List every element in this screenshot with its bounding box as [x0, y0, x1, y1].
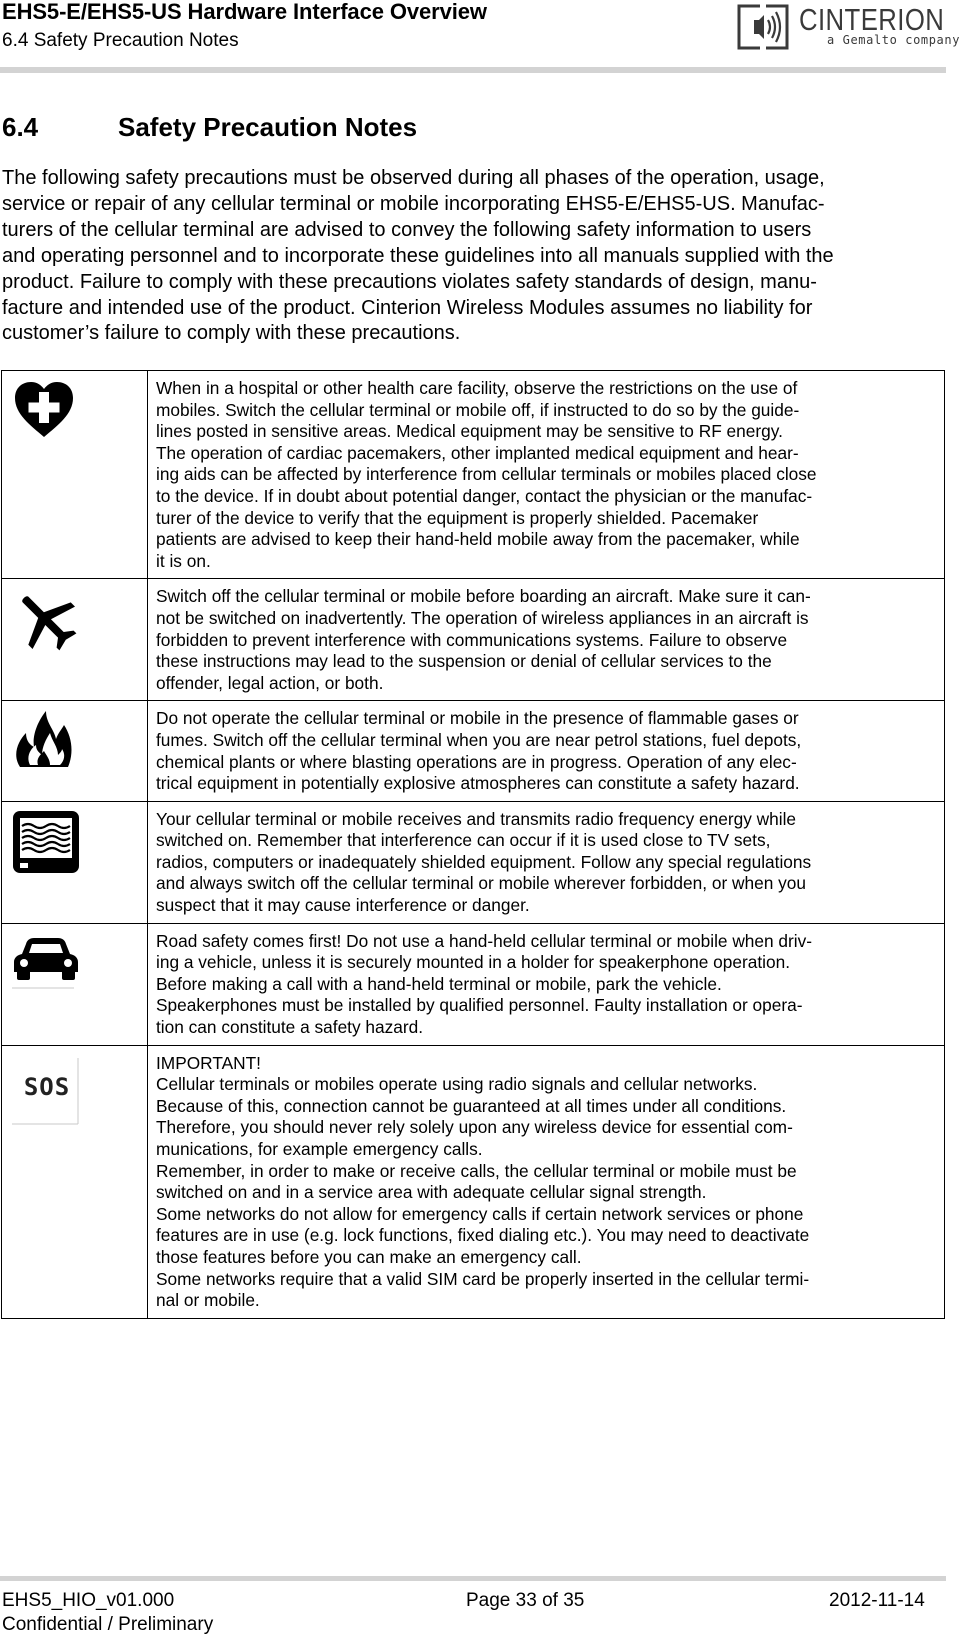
- precaution-line: switched on and in a service area with adequate cellular signal strength.: [156, 1182, 707, 1203]
- precaution-line: Cellular terminals or mobiles operate using radio signals and cellular networks.: [156, 1074, 758, 1095]
- intro-line: customer’s failure to comply with these precautions.: [2, 322, 461, 345]
- precaution-row-aircraft: [2, 579, 945, 701]
- precaution-line: lines posted in sensitive areas. Medical equipment may be sensitive to RF energy.: [156, 421, 783, 442]
- precaution-text: [148, 801, 945, 923]
- precaution-icon-cell: [2, 801, 148, 923]
- precaution-line: Therefore, you should never rely solely upon any wireless device for essential com-: [156, 1117, 793, 1138]
- precaution-row-radio-interference: [2, 801, 945, 923]
- precaution-line: features are in use (e.g. lock functions, fixed dialing etc.). You may need to deactivate: [156, 1225, 810, 1246]
- precaution-line: and always switch off the cellular terminal or mobile wherever forbidden, or when you: [156, 873, 806, 894]
- precaution-line: fumes. Switch off the cellular terminal when you are near petrol stations, fuel depots,: [156, 729, 802, 750]
- precaution-line: Before making a call with a hand-held terminal or mobile, park the vehicle.: [156, 973, 722, 994]
- precaution-icon-cell: [2, 923, 148, 1045]
- logo-tagline: a Gemalto company: [827, 33, 960, 47]
- document-title: EHS5-E/EHS5-US Hardware Interface Overview: [2, 0, 487, 24]
- sos-icon: [12, 1054, 82, 1126]
- precaution-icon-cell: [2, 579, 148, 701]
- precaution-line: Your cellular terminal or mobile receives and transmits radio frequency energy while: [156, 808, 797, 829]
- precaution-icon-cell: [2, 701, 148, 801]
- sos-icon-label: SOS: [23, 1072, 71, 1101]
- safety-precautions-table: [1, 370, 945, 1319]
- precaution-line: those features before you can make an emergency call.: [156, 1246, 582, 1267]
- precaution-row-medical: [2, 371, 945, 579]
- airplane-icon: [12, 587, 80, 653]
- cinterion-signal-logo-icon: [736, 3, 790, 51]
- precaution-line: The operation of cardiac pacemakers, other implanted medical equipment and hear-: [156, 442, 799, 463]
- intro-line: facture and intended use of the product. Cinterion Wireless Modules assumes no liability for: [2, 296, 813, 319]
- precaution-line: Road safety comes first! Do not use a hand-held cellular terminal or mobile when driv-: [156, 930, 813, 951]
- precaution-line: IMPORTANT!: [156, 1052, 261, 1073]
- intro-line: and operating personnel and to incorporate these guidelines into all manuals supplied with the: [2, 244, 834, 267]
- precaution-line: Because of this, connection cannot be guaranteed at all times under all conditions.: [156, 1095, 787, 1116]
- precaution-text: [148, 579, 945, 701]
- precaution-line: Speakerphones must be installed by qualified personnel. Faulty installation or opera-: [156, 995, 803, 1016]
- precaution-line: suspect that it may cause interference or danger.: [156, 895, 530, 916]
- precaution-line: ing a vehicle, unless it is securely mounted in a holder for speakerphone operation.: [156, 952, 791, 973]
- intro-paragraph: [2, 166, 940, 347]
- precaution-line: to the device. If in doubt about potential danger, contact the physician or the manufac-: [156, 485, 813, 506]
- precaution-line: chemical plants or where blasting operations are in progress. Operation of any elec-: [156, 751, 797, 772]
- medical-heart-cross-icon: [12, 379, 76, 439]
- precaution-line: Switch off the cellular terminal or mobile before boarding an aircraft. Make sure it can-: [156, 586, 811, 607]
- section-number: 6.4: [2, 112, 39, 142]
- precaution-line: trical equipment in potentially explosive atmospheres can constitute a safety hazard.: [156, 773, 800, 794]
- intro-line: service or repair of any cellular terminal or mobile incorporating EHS5-E/EHS5-US. Manufac-: [2, 192, 825, 215]
- footer-classification: Confidential / Preliminary: [2, 1614, 214, 1635]
- footer-document-id: EHS5_HIO_v01.000: [2, 1590, 175, 1611]
- precaution-line: nal or mobile.: [156, 1290, 260, 1311]
- flammable-fire-icon: [12, 709, 76, 769]
- precaution-line: forbidden to prevent interference with communications systems. Failure to observe: [156, 629, 788, 650]
- precaution-row-flammable: [2, 701, 945, 801]
- intro-line: turers of the cellular terminal are advised to convey the following safety information to users: [2, 218, 812, 241]
- precaution-line: patients are advised to keep their hand-held mobile away from the pacemaker, while: [156, 529, 800, 550]
- precaution-line: When in a hospital or other health care facility, observe the restrictions on the use of: [156, 378, 798, 398]
- footer-divider: [0, 1576, 946, 1581]
- precaution-line: radios, computers or inadequately shielded equipment. Follow any special regulations: [156, 851, 812, 872]
- document-subtitle: 6.4 Safety Precaution Notes: [2, 30, 239, 51]
- precaution-line: it is on.: [156, 550, 211, 571]
- car-icon: [12, 932, 80, 992]
- precaution-line: mobiles. Switch the cellular terminal or mobile off, if instructed to do so by the guide-: [156, 399, 800, 420]
- precaution-line: Remember, in order to make or receive calls, the cellular terminal or mobile must be: [156, 1160, 797, 1181]
- logo-wordmark: CINTERION: [799, 2, 945, 37]
- precaution-row-road-safety: [2, 923, 945, 1045]
- section-title: Safety Precaution Notes: [118, 112, 418, 142]
- precaution-line: these instructions may lead to the suspension or denial of cellular services to the: [156, 651, 772, 672]
- precaution-line: tion can constitute a safety hazard.: [156, 1017, 424, 1038]
- precaution-line: Do not operate the cellular terminal or mobile in the presence of flammable gases or: [156, 708, 799, 729]
- footer-date: 2012-11-14: [829, 1590, 925, 1611]
- precaution-line: Some networks require that a valid SIM card be properly inserted in the cellular termi-: [156, 1268, 810, 1289]
- precaution-text: [148, 371, 945, 579]
- precaution-line: switched on. Remember that interference can occur if it is used close to TV sets,: [156, 830, 771, 851]
- footer-page-number: Page 33 of 35: [466, 1590, 585, 1611]
- precaution-line: ing aids can be affected by interference from cellular terminals or mobiles placed close: [156, 464, 817, 485]
- precaution-text: [148, 923, 945, 1045]
- header-divider: [0, 67, 946, 73]
- precaution-text: [148, 1045, 945, 1318]
- page-header: [0, 0, 960, 76]
- precaution-icon-cell: [2, 371, 148, 579]
- precaution-line: offender, legal action, or both.: [156, 672, 384, 693]
- precaution-text: [148, 701, 945, 801]
- page-footer: [0, 1576, 946, 1640]
- cinterion-logo: [736, 0, 960, 56]
- precaution-icon-cell: [2, 1045, 148, 1318]
- precaution-row-emergency: [2, 1045, 945, 1318]
- precaution-line: not be switched on inadvertently. The operation of wireless appliances in an aircraft is: [156, 607, 809, 628]
- precaution-line: munications, for example emergency calls.: [156, 1139, 483, 1159]
- intro-line: The following safety precautions must be observed during all phases of the operation, usage,: [2, 167, 825, 189]
- tv-interference-icon: [12, 810, 80, 874]
- precaution-line: turer of the device to verify that the equipment is properly shielded. Pacemaker: [156, 507, 759, 528]
- intro-line: product. Failure to comply with these precautions violates safety standards of design, manu-: [2, 270, 817, 293]
- precaution-line: Some networks do not allow for emergency calls if certain network services or phone: [156, 1203, 804, 1224]
